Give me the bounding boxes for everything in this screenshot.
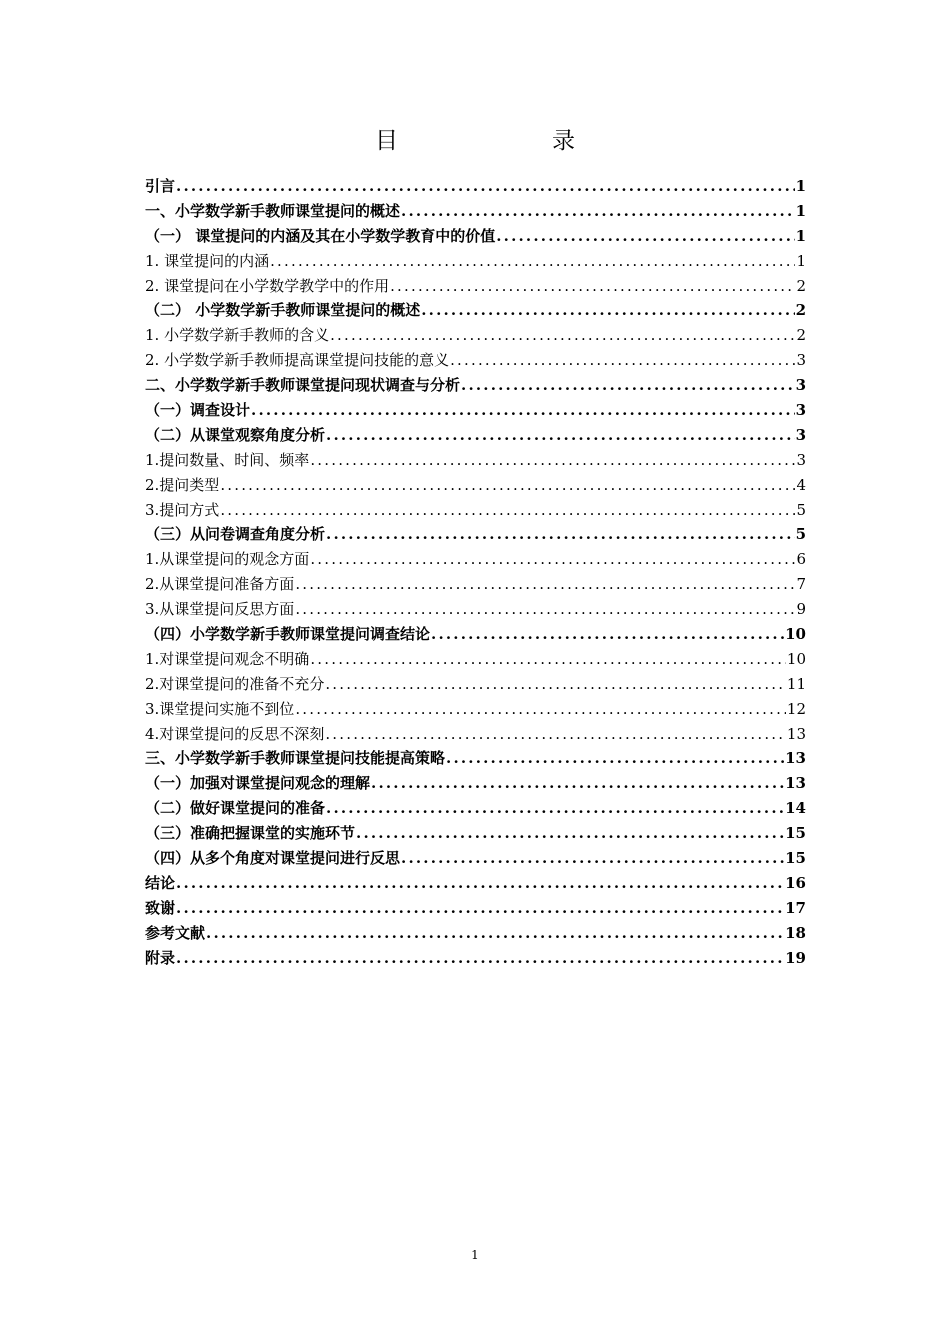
toc-entry-label: 2. 课堂提问在小学数学教学中的作用 [145, 276, 390, 295]
toc-entry-page: 2 [795, 301, 806, 320]
toc-entry-page: 17 [785, 898, 806, 917]
toc-entry[interactable] [145, 622, 806, 647]
toc-entry-label: 结论 [145, 873, 176, 892]
toc-entry-page: 3 [795, 401, 806, 420]
toc-entry-label: 1.对课堂提问观念不明确 [145, 649, 310, 668]
toc-entry[interactable] [145, 821, 806, 846]
toc-entry-page: 2 [796, 326, 806, 345]
toc-entry[interactable] [145, 498, 806, 523]
toc-leader-dots [330, 323, 795, 348]
toc-leader-dots [220, 473, 795, 498]
toc-leader-dots [421, 298, 794, 323]
toc-entry-label: （四）小学数学新手教师课堂提问调查结论 [145, 625, 431, 644]
toc-entry[interactable] [145, 896, 806, 921]
toc-entry-label: （二）做好课堂提问的准备 [145, 799, 326, 818]
toc-entry-label: 3.从课堂提问反思方面 [145, 600, 295, 619]
toc-entry-page: 16 [785, 873, 806, 892]
toc-entry[interactable] [145, 224, 806, 249]
toc-entry-page: 3 [795, 425, 806, 444]
page-number: 1 [471, 1248, 479, 1262]
toc-entry[interactable] [145, 672, 806, 697]
toc-leader-dots [371, 771, 784, 796]
toc-entry-label: 致谢 [145, 898, 176, 917]
toc-entry[interactable] [145, 323, 806, 348]
toc-entry-label: 3.提问方式 [145, 500, 220, 519]
toc-entry-page: 13 [785, 774, 806, 793]
toc-leader-dots [326, 522, 795, 547]
toc-entry[interactable] [145, 522, 806, 547]
toc-entry-page: 18 [785, 923, 806, 942]
toc-leader-dots [251, 398, 795, 423]
toc-entry-page: 3 [796, 450, 806, 469]
toc-entry-page: 10 [785, 625, 806, 644]
toc-entry-page: 13 [786, 724, 806, 743]
toc-entry[interactable] [145, 597, 806, 622]
toc-leader-dots [310, 647, 786, 672]
toc-entry[interactable] [145, 846, 806, 871]
toc-entry[interactable] [145, 174, 806, 199]
toc-entry[interactable] [145, 771, 806, 796]
toc-entry-page: 15 [785, 849, 806, 868]
toc-leader-dots [446, 746, 784, 771]
toc-entry-label: 4.对课堂提问的反思不深刻 [145, 724, 325, 743]
toc-entry[interactable] [145, 946, 806, 971]
toc-entry-label: （一） 课堂提问的内涵及其在小学数学教育中的价值 [145, 226, 496, 245]
toc-entry[interactable] [145, 274, 806, 299]
toc-entry-label: 1. 课堂提问的内涵 [145, 251, 270, 270]
toc-entry[interactable] [145, 448, 806, 473]
toc-entry-page: 14 [785, 799, 806, 818]
toc-entry-page: 5 [795, 525, 806, 544]
toc-leader-dots [431, 622, 784, 647]
toc-entry-label: 二、小学数学新手教师课堂提问现状调查与分析 [145, 376, 461, 395]
toc-entry-page: 15 [785, 824, 806, 843]
toc-entry[interactable] [145, 249, 806, 274]
toc-entry-page: 19 [785, 948, 806, 967]
toc-entry[interactable] [145, 348, 806, 373]
toc-entry-label: （三）准确把握课堂的实施环节 [145, 824, 356, 843]
toc-leader-dots [325, 722, 786, 747]
toc-entry-label: 1.从课堂提问的观念方面 [145, 550, 310, 569]
toc-entry-label: （四）从多个角度对课堂提问进行反思 [145, 849, 401, 868]
toc-entry-page: 7 [796, 575, 806, 594]
toc-entry-label: （一）调查设计 [145, 401, 251, 420]
toc-entry[interactable] [145, 722, 806, 747]
toc-leader-dots [176, 871, 784, 896]
toc-entry-page: 10 [786, 649, 806, 668]
toc-entry-label: 2.对课堂提问的准备不充分 [145, 674, 325, 693]
toc-entry-page: 3 [795, 376, 806, 395]
toc-leader-dots [496, 224, 794, 249]
toc-entry-label: 附录 [145, 948, 176, 967]
toc-entry-page: 2 [796, 276, 806, 295]
page-title: 目 录 [375, 128, 611, 154]
toc-entry[interactable] [145, 697, 806, 722]
toc-entry-label: 引言 [145, 177, 176, 195]
table-of-contents [145, 174, 806, 971]
toc-leader-dots [326, 423, 795, 448]
toc-leader-dots [326, 796, 784, 821]
toc-entry-page: 6 [796, 550, 806, 569]
toc-entry-page: 1 [795, 226, 806, 245]
toc-entry-page: 13 [785, 749, 806, 768]
toc-entry[interactable] [145, 921, 806, 946]
toc-leader-dots [461, 373, 795, 398]
toc-entry-page: 11 [786, 674, 806, 693]
toc-entry-label: 2.从课堂提问准备方面 [145, 575, 295, 594]
toc-entry[interactable] [145, 871, 806, 896]
toc-entry[interactable] [145, 373, 806, 398]
toc-entry-page: 12 [786, 699, 806, 718]
toc-leader-dots [390, 274, 795, 299]
toc-leader-dots [220, 498, 795, 523]
toc-entry-page: 4 [796, 475, 806, 494]
toc-entry[interactable] [145, 796, 806, 821]
toc-entry[interactable] [145, 473, 806, 498]
toc-entry[interactable] [145, 547, 806, 572]
toc-entry-label: （一）加强对课堂提问观念的理解 [145, 774, 371, 793]
toc-leader-dots [176, 896, 784, 921]
toc-entry[interactable] [145, 199, 806, 224]
toc-entry-label: 三、小学数学新手教师课堂提问技能提高策略 [145, 749, 446, 768]
toc-leader-dots [356, 821, 784, 846]
toc-leader-dots [295, 572, 795, 597]
toc-leader-dots [295, 697, 786, 722]
toc-leader-dots [325, 672, 786, 697]
toc-entry-label: 一、小学数学新手教师课堂提问的概述 [145, 201, 401, 220]
toc-entry-page: 1 [795, 201, 806, 220]
toc-entry-label: 1. 小学数学新手教师的含义 [145, 326, 330, 345]
toc-entry-label: 2.提问类型 [145, 475, 220, 494]
toc-entry-page: 5 [796, 500, 806, 519]
toc-entry-label: （二） 小学数学新手教师课堂提问的概述 [145, 301, 421, 320]
toc-entry-page: 3 [796, 351, 806, 370]
toc-leader-dots [295, 597, 795, 622]
toc-entry-label: 参考文献 [145, 923, 206, 942]
toc-leader-dots [176, 174, 795, 199]
toc-entry-label: 1.提问数量、时间、频率 [145, 450, 310, 469]
toc-leader-dots [450, 348, 795, 373]
toc-entry[interactable] [145, 423, 806, 448]
toc-entry[interactable] [145, 572, 806, 597]
toc-entry[interactable] [145, 746, 806, 771]
toc-entry-page: 1 [796, 251, 806, 270]
toc-entry-label: 2. 小学数学新手教师提高课堂提问技能的意义 [145, 351, 450, 370]
toc-entry[interactable] [145, 398, 806, 423]
toc-entry-label: （二）从课堂观察角度分析 [145, 425, 326, 444]
toc-leader-dots [401, 846, 784, 871]
toc-leader-dots [270, 249, 795, 274]
toc-leader-dots [310, 547, 795, 572]
toc-leader-dots [206, 921, 784, 946]
toc-entry-page: 9 [796, 600, 806, 619]
toc-entry-label: （三）从问卷调查角度分析 [145, 525, 326, 544]
toc-entry-label: 3.课堂提问实施不到位 [145, 699, 295, 718]
toc-leader-dots [176, 946, 784, 971]
toc-entry[interactable] [145, 647, 806, 672]
toc-entry-page: 1 [795, 177, 806, 195]
toc-leader-dots [401, 199, 795, 224]
toc-entry[interactable] [145, 298, 806, 323]
toc-leader-dots [310, 448, 795, 473]
